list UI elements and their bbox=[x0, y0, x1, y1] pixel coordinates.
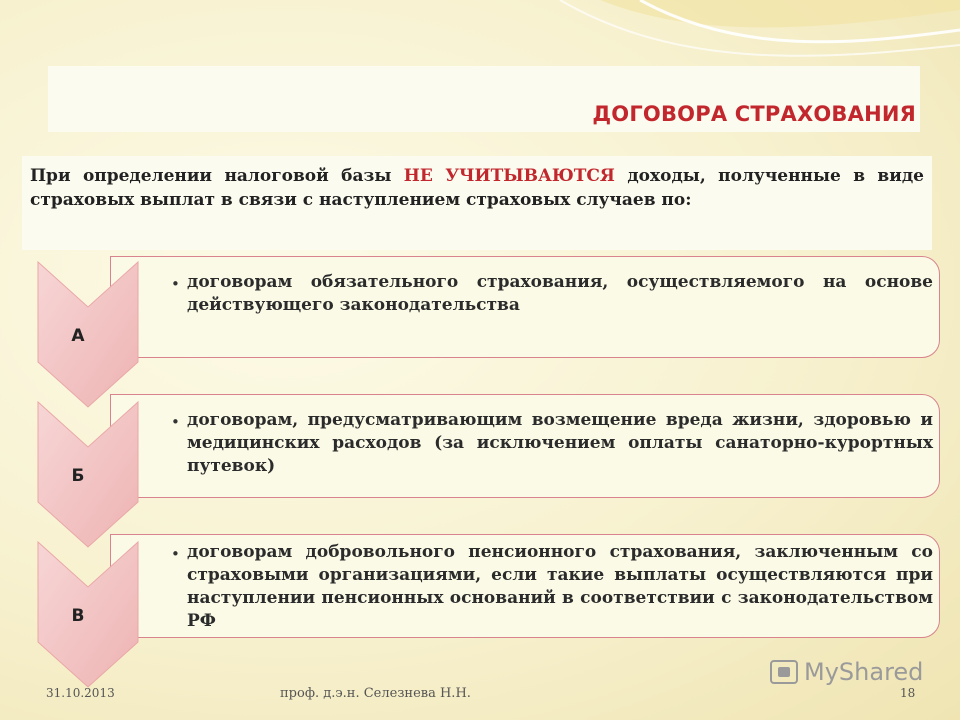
bullet-icon: • bbox=[171, 275, 180, 293]
item-b-letter: Б bbox=[71, 466, 85, 486]
title-bar bbox=[48, 66, 920, 132]
logo-icon bbox=[770, 660, 798, 684]
intro-paragraph bbox=[22, 156, 932, 250]
list-item-a bbox=[0, 252, 960, 402]
item-a-text: договорам обязательного страхования, осуществляемого на основе действующего законодательства bbox=[187, 272, 933, 315]
item-c-letter: В bbox=[71, 606, 85, 626]
footer-author: проф. д.э.н. Селезнева Н.Н. bbox=[280, 686, 471, 701]
page-title: ДОГОВОРА СТРАХОВАНИЯ bbox=[592, 102, 916, 126]
list-item-b bbox=[0, 392, 960, 542]
item-a-letter: А bbox=[71, 326, 85, 346]
item-b-box bbox=[110, 394, 940, 498]
bullet-icon: • bbox=[171, 545, 180, 563]
intro-text-end: доходы, полученные в виде страховых выплат в связи с наступлением страховых случаев по: bbox=[30, 166, 924, 210]
bullet-icon: • bbox=[171, 413, 180, 431]
footer-page-number: 18 bbox=[900, 686, 916, 700]
intro-text-start: При определении налоговой базы bbox=[30, 166, 404, 186]
item-b-text: договорам, предусматривающим возмещение вреда жизни, здоровью и медицинских расходов (за исключением оплаты санаторно-курортных путевок) bbox=[187, 410, 933, 476]
footer-date: 31.10.2013 bbox=[46, 686, 115, 700]
intro-highlight: НЕ УЧИТЫВАЮТСЯ bbox=[403, 166, 615, 186]
item-c-text: договорам добровольного пенсионного страхования, заключенным со страховыми организациями, если такие выплаты осуществляются при наступлении пенсионных оснований в соответствии с законодательством РФ bbox=[187, 542, 933, 631]
item-a-box bbox=[110, 256, 940, 358]
logo-text: MyShared bbox=[804, 658, 924, 686]
myshared-logo bbox=[770, 658, 923, 686]
item-c-box bbox=[110, 534, 940, 638]
